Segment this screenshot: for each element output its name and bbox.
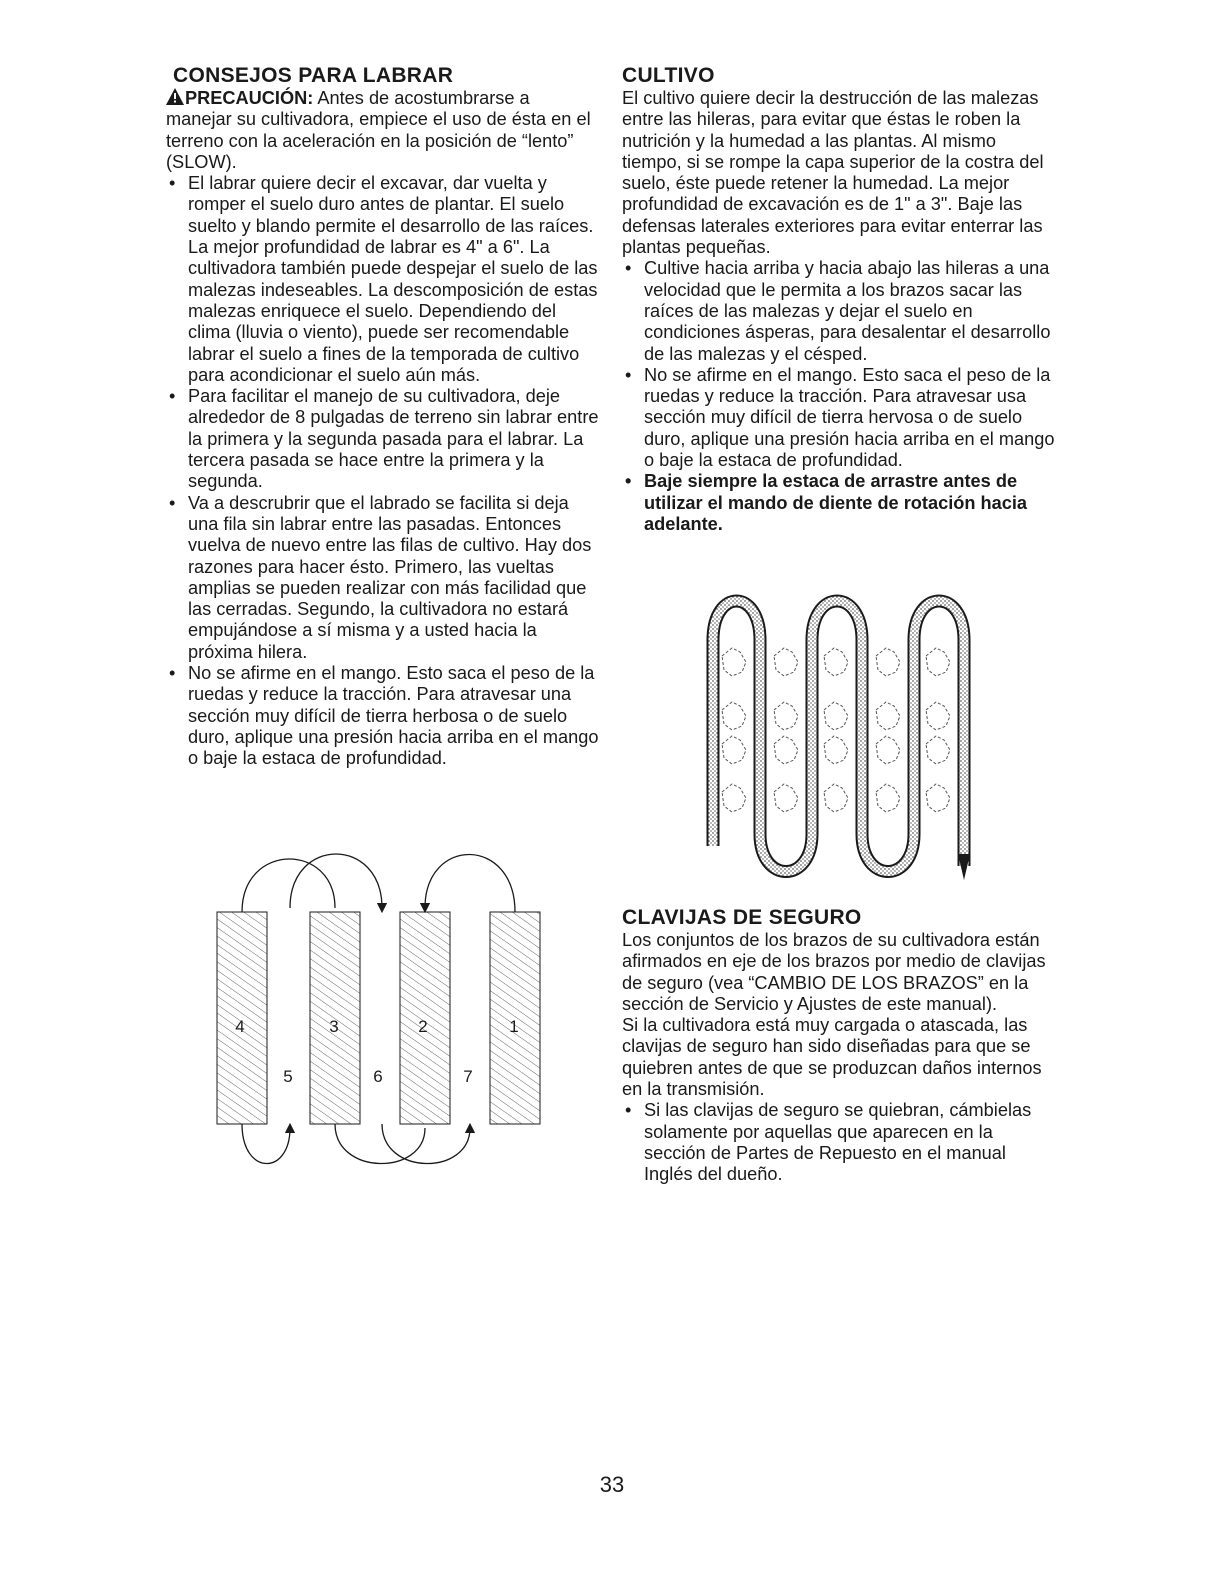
turn-arrow-bottom-3: [382, 1124, 470, 1164]
strip-label-1: 1: [509, 1017, 519, 1036]
turn-arrow-bottom-1: [242, 1124, 290, 1164]
plant: [722, 736, 746, 764]
plant: [774, 784, 798, 812]
shear-pins-list: [622, 1100, 1056, 1185]
list-item: • Si las clavijas de seguro se quiebran, cámbielas solamente por aquellas que aparecen en la sección de Partes de Repuesto en el manual Inglés del dueño.: [625, 1100, 1032, 1185]
plant: [876, 784, 900, 812]
plant: [926, 736, 950, 764]
list-item-bold-warning: • Baje siempre la estaca de arrastre antes de utilizar el mando de diente de rotación hacia adelante.: [625, 471, 1028, 534]
turn-arrow-bottom-2: [335, 1124, 425, 1164]
caution-text: Antes de acostumbrarse a manejar su cultivadora, empiece el uso de ésta en el terreno con la aceleración en la posición de “lento” (SLOW).: [166, 88, 591, 172]
warning-triangle-icon: [166, 88, 184, 105]
cultivating-heading: CULTIVO: [622, 64, 715, 87]
strip-label-4: 4: [235, 1017, 245, 1036]
cultivating-list: [622, 258, 1056, 535]
list-item: • No se afirme en el mango. Esto saca el peso de la ruedas y reduce la tracción. Para atravesar una sección muy difícil de tierra herbosa o de suelo duro, aplique una presión hacia arriba en el mango o baje la estaca de profundidad.: [169, 663, 599, 769]
list-item: • No se afirme en el mango. Esto saca el peso de la ruedas y reduce la tracción. Para atravesar usa sección muy difícil de tierra hervosa o de suelo duro, aplique una presión hacia arriba en el mango o baje la estaca de profundidad.: [625, 364, 1055, 471]
direction-arrow-icon: [958, 854, 970, 880]
list-item: • El labrar quiere decir el excavar, dar vuelta y romper el suelo duro antes de plantar. El suelo suelto y blando permite el desarrollo de las raíces. La mejor profundidad de labrar es 4" a 6". La cultivadora también puede despejar el suelo de las malezas indeseables. La descomposición de estas malezas enriquece el suelo. Dependiendo del clima (lluvia o viento), puede ser recomendable labrar el suelo a fines de la temporada de cultivo para acondicionar el suelo aún más.: [169, 173, 598, 385]
caution-label: PRECAUCIÓN:: [185, 88, 314, 108]
tilling-pattern-diagram: [210, 846, 550, 1168]
plant: [774, 648, 798, 676]
page-number: 33: [599, 1472, 625, 1497]
plant: [774, 736, 798, 764]
strip-label-3: 3: [329, 1017, 339, 1036]
caution-paragraph: [166, 88, 600, 173]
tilling-tips-heading: CONSEJOS PARA LABRAR: [173, 64, 454, 87]
tilling-tips-section: [166, 64, 600, 770]
strip-label-2: 2: [418, 1017, 428, 1036]
shear-pins-section: [622, 906, 1056, 1186]
plant: [722, 648, 746, 676]
cultivating-intro: El cultivo quiere decir la destrucción de las malezas entre las hileras, para evitar que éstas le roben la nutrición y la humedad a las plantas. Al mismo tiempo, si se rompe la capa superior de la costra del suelo, éste puede retener la humedad. La mejor profundidad de excavación es de 1" a 3". Baje las defensas laterales exteriores para evitar enterrar las plantas pequeñas.: [622, 88, 1044, 258]
plant: [876, 648, 900, 676]
shear-pins-heading: CLAVIJAS DE SEGURO: [622, 906, 862, 929]
tilling-tips-list: [166, 173, 600, 769]
serpentine-path: [713, 601, 964, 872]
turn-arrow-top-2: [290, 854, 382, 908]
plant: [722, 702, 746, 730]
plant: [926, 648, 950, 676]
plant: [876, 702, 900, 730]
turn-arrow-top-1: [425, 854, 515, 912]
turn-arrow-top-3: [242, 859, 335, 912]
plant: [824, 784, 848, 812]
list-item: • Va a descrubrir que el labrado se facilita si deja una fila sin labrar entre las pasadas. Entonces vuelva de nuevo entre las filas de cultivo. Hay dos razones para hacer ésto. Primero, las vueltas amplias se pueden realizar con más facilidad que las cerradas. Segundo, la cultivadora no estará empujándose a sí misma y a usted hacia la próxima hilera.: [169, 492, 592, 662]
plant: [926, 702, 950, 730]
plant: [824, 736, 848, 764]
plant: [774, 702, 798, 730]
plant: [824, 702, 848, 730]
cultivating-pattern-diagram: [700, 588, 980, 884]
cultivating-section: [622, 64, 1056, 535]
gap-label-5: 5: [283, 1067, 293, 1086]
plant: [926, 784, 950, 812]
shear-pins-paragraph-1: Los conjuntos de los brazos de su cultivadora están afirmados en eje de los brazos por medio de clavijas de seguro (vea “CAMBIO DE LOS BRAZOS” en la sección de Servicio y Ajustes de este manual).: [622, 930, 1046, 1014]
gap-label-6: 6: [373, 1067, 383, 1086]
list-item: • Cultive hacia arriba y hacia abajo las hileras a una velocidad que le permita a los brazos sacar las raíces de las malezas y dejar el suelo en condiciones ásperas, para desalentar el desarrollo de las malezas y el césped.: [625, 258, 1051, 364]
plant: [824, 648, 848, 676]
shear-pins-paragraph-2: Si la cultivadora está muy cargada o atascada, las clavijas de seguro han sido diseñadas para que se quiebren antes de que se produzcan daños internos en la transmisión.: [622, 1015, 1042, 1100]
plant: [722, 784, 746, 812]
list-item: • Para facilitar el manejo de su cultivadora, deje alrededor de 8 pulgadas de terreno sin labrar entre la primera y la segunda pasada para el labrar. La tercera pasada se hace entre la primera y la segunda.: [169, 386, 599, 492]
gap-label-7: 7: [463, 1067, 473, 1086]
plant: [876, 736, 900, 764]
